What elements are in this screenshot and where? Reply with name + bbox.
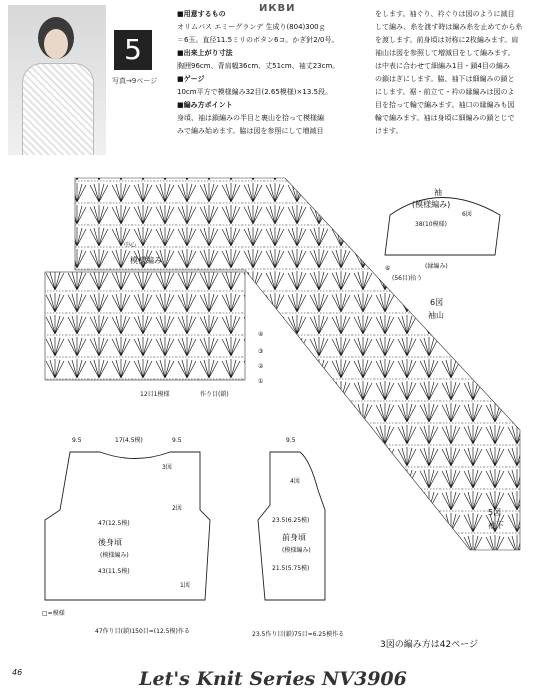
gauge-heading: ■ゲージ <box>177 75 205 83</box>
right-line-10: けます。 <box>375 127 403 135</box>
right-line-7: にします。裾・前立て・衿の縁編みは図のよ <box>375 88 515 96</box>
center-label: 中心 <box>124 242 137 249</box>
fig3-label: 3図 <box>162 464 172 471</box>
front-hem: 21.5(5.75模) <box>272 565 310 572</box>
sleeve-title: 袖 <box>434 188 442 197</box>
back-subtitle: (模様編み) <box>100 552 129 559</box>
materials-line-1: オリムパス エミーグランデ 生成り(804)300ｇ <box>177 23 326 31</box>
back-hem: 43(11.5模) <box>98 568 130 575</box>
fig2-label: 2図 <box>172 505 182 512</box>
pattern-stitch-label: 模様編み <box>130 256 162 265</box>
sleeve-cap-label: 袖山 <box>428 311 444 320</box>
points-line-2: みで編み始めます。脇は図を参照にして増減目 <box>177 127 324 135</box>
right-line-3: を渡します。前身頃は対称に2枚編みます。肩 <box>375 36 519 44</box>
photo-reference: 写真→9ページ <box>112 77 158 85</box>
front-schematic <box>252 437 344 638</box>
front-title: 前身頃 <box>282 533 306 542</box>
crochet-diagram <box>0 160 546 660</box>
front-chain: 23.5作り目(鎖)75目=6.25模作る <box>252 631 345 638</box>
instructions-continued <box>375 8 540 138</box>
photo-garment <box>22 63 94 155</box>
points-line-1: 身頃、袖は鎖編みの半目と裏山を拾って模様編 <box>177 114 324 122</box>
sleeve-subtitle: (模様編み) <box>412 200 451 209</box>
sleeve-chain: (56目)拾う <box>392 275 423 282</box>
right-line-6: の鎖はぎにします。脇、袖下は細編みの鎖と <box>375 75 515 83</box>
sleeve-border: (縁編み) <box>425 263 448 270</box>
right-line-4: 袖山は図を参照して増減目をして編みます。 <box>375 49 515 57</box>
row-number-3: ③ <box>258 348 264 355</box>
page-reference-note: 3図の編み方は42ページ <box>380 640 478 650</box>
size-line-1: 胸囲96cm、背肩幅36cm、丈51cm、袖丈23cm。 <box>177 62 340 70</box>
chain-start-label: 作り目(鎖) <box>200 391 229 398</box>
underarm-fig: 5図 <box>488 508 502 517</box>
back-title: 後身頃 <box>98 538 122 547</box>
front-width: 23.5(6.25模) <box>272 517 310 524</box>
row-number-6: ⑥ <box>385 265 391 272</box>
back-top-mid: 17(4.5模) <box>115 437 143 444</box>
model-photo <box>8 5 106 155</box>
pattern-number-badge: 5 <box>114 30 152 70</box>
sleeve-width: 38(10模様) <box>415 221 447 228</box>
right-line-5: は中表に合わせて細編み1目・鎖4目の編み <box>375 62 510 70</box>
right-line-9: 輪で編みます。袖は身頃に細編みの鎖とじで <box>375 114 515 122</box>
repeat-note: 12目1模様 <box>140 391 170 398</box>
points-heading: ■編み方ポイント <box>177 101 233 109</box>
front-top: 9.5 <box>286 437 296 444</box>
page-number: 46 <box>12 668 23 677</box>
photo-face <box>44 29 68 59</box>
back-top-left: 9.5 <box>72 437 82 444</box>
front-subtitle: (模様編み) <box>282 547 311 554</box>
materials-line-2: ＝6玉。直径11.5ミリのボタン6コ。かぎ針2/0号。 <box>177 36 339 44</box>
sleeve-cap-fig: 6図 <box>430 298 444 307</box>
pattern-instructions <box>177 3 367 138</box>
underarm-label: 袖下 <box>488 521 504 530</box>
stamp-text: ИКВИ <box>259 3 296 14</box>
gauge-line-1: 10cm平方で模様編み32目(2.65模様)×13.5段。 <box>177 88 332 96</box>
back-schematic <box>42 436 210 635</box>
fig1-label: 1図 <box>180 582 190 589</box>
size-heading: ■出来上がり寸法 <box>177 49 233 57</box>
materials-heading: ■用意するもの <box>177 10 226 18</box>
right-line-8: 目を拾って輪で編みます。袖口の縁編みも図 <box>375 101 515 109</box>
right-line-1: をします。袖ぐり、衿ぐりは図のように減目 <box>375 10 515 18</box>
row-number-4: ④ <box>258 331 264 338</box>
legend: □=模様 <box>42 610 65 617</box>
right-line-2: して編み、糸を渡す時は編み糸を止めてから糸 <box>375 23 523 31</box>
fig4-label: 4図 <box>290 478 300 485</box>
back-width: 47(12.5模) <box>98 520 130 527</box>
row-number-2: ② <box>258 363 264 370</box>
back-top-right: 9.5 <box>172 437 182 444</box>
back-chain: 47作り目(鎖)150目=(12.5模)作る <box>95 628 190 635</box>
sleeve-fig: 6図 <box>462 211 472 218</box>
sleeve-schematic <box>385 187 500 282</box>
row-number-1: ① <box>258 378 264 385</box>
series-footer: Let's Knit Series NV3906 <box>139 668 407 690</box>
